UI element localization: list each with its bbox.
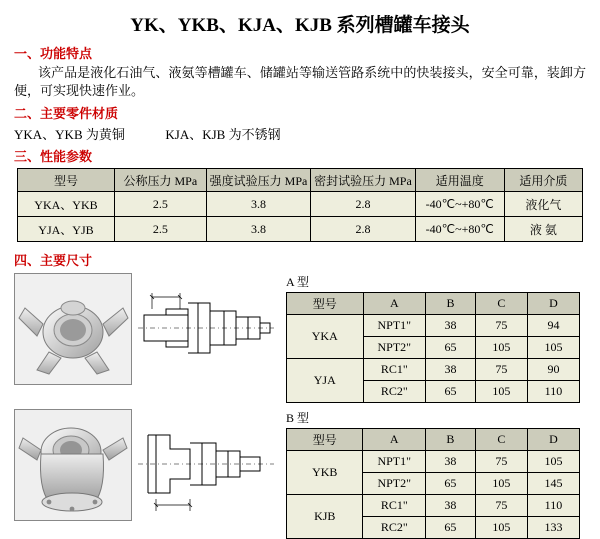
cell-d: 145 — [527, 473, 579, 495]
section-heading-dimensions: 四、主要尺寸 — [14, 253, 93, 268]
page-title: YK、YKB、KJA、KJB 系列槽罐车接头 — [130, 15, 470, 36]
cell-a: NPT2" — [363, 473, 426, 495]
document-page — [0, 10, 600, 534]
table-header-row — [18, 169, 583, 192]
col-c: C — [475, 429, 527, 451]
cell-temperature: -40℃~+80℃ — [415, 217, 504, 242]
col-medium: 适用介质 — [504, 169, 582, 192]
cell-b: 65 — [426, 517, 476, 539]
col-d: D — [527, 293, 579, 315]
features-body: 该产品是液化石油气、液氨等槽罐车、储罐站等输送管路系统中的快装接头，安全可靠，装卸方便，可实现快速作业。 — [14, 65, 586, 98]
cell-c: 75 — [475, 451, 527, 473]
cell-model: YKA、YKB — [18, 192, 115, 217]
cell-b: 38 — [426, 451, 476, 473]
dimensions-area — [14, 273, 586, 539]
table-row — [18, 217, 583, 242]
cell-c: 105 — [475, 381, 527, 403]
cell-seal-pressure: 2.8 — [311, 217, 415, 242]
table-header-row — [287, 293, 580, 315]
cell-a: RC1" — [363, 495, 426, 517]
cell-nominal-pressure: 2.5 — [114, 217, 206, 242]
cell-model: YKB — [287, 451, 363, 495]
cell-b: 65 — [426, 381, 476, 403]
col-model: 型号 — [287, 429, 363, 451]
col-b: B — [426, 429, 476, 451]
col-model: 型号 — [287, 293, 364, 315]
cell-model: YKA — [287, 315, 364, 359]
col-c: C — [475, 293, 527, 315]
coupling-drawing-b — [136, 409, 276, 519]
cell-c: 75 — [475, 495, 527, 517]
col-nominal-pressure: 公称压力 MPa — [114, 169, 206, 192]
cell-a: NPT1" — [363, 451, 426, 473]
dimension-table-a-wrap — [286, 273, 586, 403]
table-header-row — [287, 429, 580, 451]
cell-d: 110 — [527, 381, 579, 403]
cell-d: 105 — [527, 451, 579, 473]
cell-b: 65 — [426, 337, 476, 359]
cell-model: KJB — [287, 495, 363, 539]
type-label-a: A 型 — [286, 275, 310, 289]
cell-medium: 液 氨 — [504, 217, 582, 242]
table-row — [18, 192, 583, 217]
material-line — [14, 124, 586, 143]
cell-a: NPT1" — [363, 315, 426, 337]
table-row — [287, 315, 580, 337]
cell-b: 38 — [426, 315, 476, 337]
col-a: A — [363, 293, 426, 315]
material-left: YKA、YKB 为黄铜 — [14, 127, 125, 142]
coupling-drawing-a — [136, 273, 276, 383]
cell-medium: 液化气 — [504, 192, 582, 217]
cell-temperature: -40℃~+80℃ — [415, 192, 504, 217]
section-heading-material: 二、主要零件材质 — [14, 106, 119, 121]
cell-b: 38 — [426, 495, 476, 517]
cell-a: RC2" — [363, 381, 426, 403]
type-label-b: B 型 — [286, 411, 310, 425]
cell-c: 105 — [475, 517, 527, 539]
col-model: 型号 — [18, 169, 115, 192]
cell-b: 65 — [426, 473, 476, 495]
cell-c: 105 — [475, 337, 527, 359]
dimension-row-a — [14, 273, 586, 403]
table-row — [287, 359, 580, 381]
col-a: A — [363, 429, 426, 451]
col-d: D — [527, 429, 579, 451]
cell-d: 133 — [527, 517, 579, 539]
dimension-table-a — [286, 292, 580, 403]
col-temperature: 适用温度 — [415, 169, 504, 192]
cell-strength-pressure: 3.8 — [206, 217, 310, 242]
dimension-row-b — [14, 409, 586, 539]
cell-c: 75 — [475, 315, 527, 337]
coupling-photo-b — [14, 409, 132, 521]
table-row — [287, 451, 580, 473]
col-b: B — [426, 293, 476, 315]
cell-strength-pressure: 3.8 — [206, 192, 310, 217]
cell-d: 105 — [527, 337, 579, 359]
cell-b: 38 — [426, 359, 476, 381]
material-right: KJA、KJB 为不锈钢 — [165, 127, 281, 142]
table-row — [287, 495, 580, 517]
performance-table — [17, 168, 583, 242]
coupling-photo-a — [14, 273, 132, 385]
cell-c: 75 — [475, 359, 527, 381]
dimension-table-b — [286, 428, 580, 539]
section-heading-performance: 三、性能参数 — [14, 149, 93, 164]
section-heading-features: 一、功能特点 — [14, 46, 93, 61]
cell-a: RC2" — [363, 517, 426, 539]
cell-d: 94 — [527, 315, 579, 337]
col-seal-pressure: 密封试验压力 MPa — [311, 169, 415, 192]
cell-seal-pressure: 2.8 — [311, 192, 415, 217]
cell-nominal-pressure: 2.5 — [114, 192, 206, 217]
cell-a: RC1" — [363, 359, 426, 381]
cell-c: 105 — [475, 473, 527, 495]
cell-d: 110 — [527, 495, 579, 517]
cell-d: 90 — [527, 359, 579, 381]
cell-a: NPT2" — [363, 337, 426, 359]
cell-model: YJA、YJB — [18, 217, 115, 242]
col-strength-pressure: 强度试验压力 MPa — [206, 169, 310, 192]
dimension-table-b-wrap — [286, 409, 586, 539]
cell-model: YJA — [287, 359, 364, 403]
